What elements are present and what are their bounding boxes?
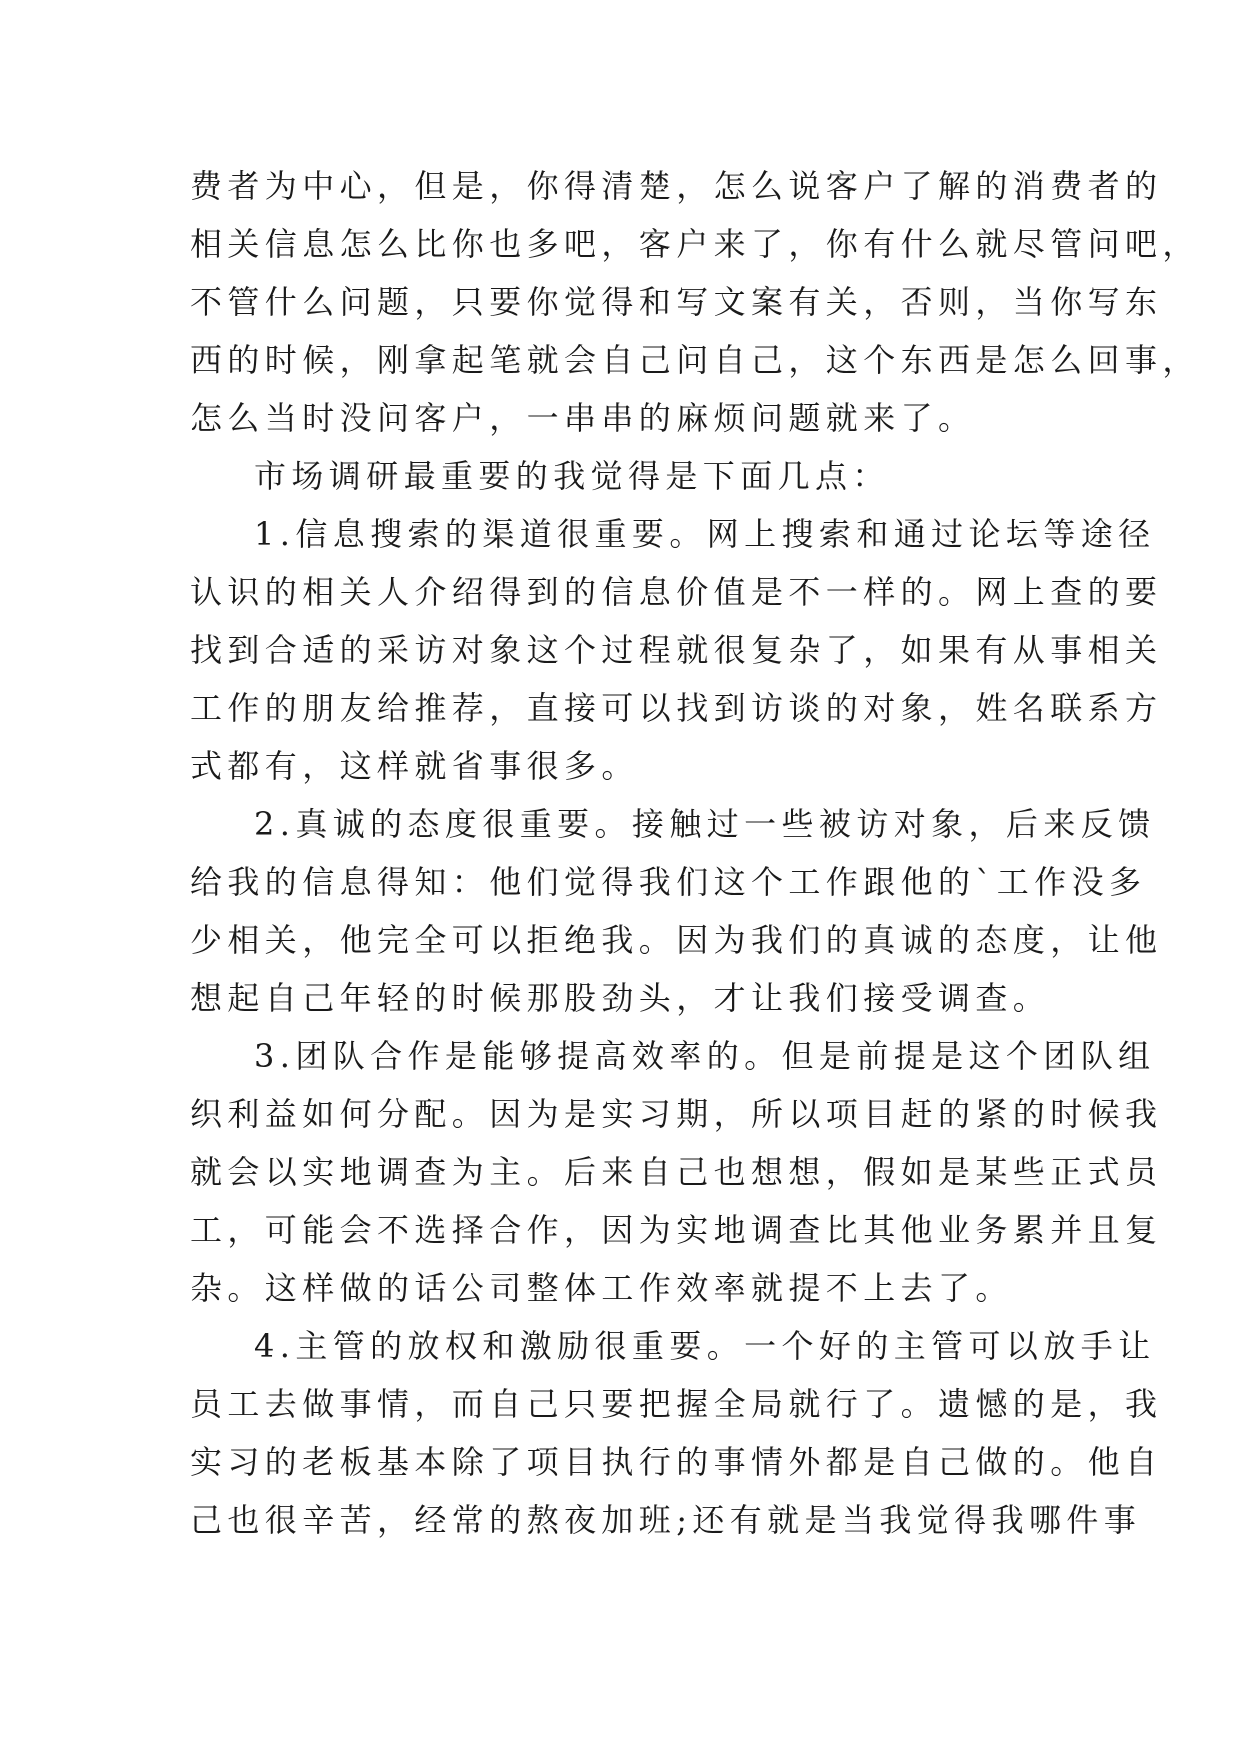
- text-line: 1.信息搜索的渠道很重要。网上搜索和通过论坛等途径: [254, 515, 1156, 553]
- text-line: 织利益如何分配。因为是实习期，所以项目赶的紧的时候我: [190, 1095, 1163, 1133]
- text-line: 不管什么问题，只要你觉得和写文案有关，否则，当你写东: [190, 283, 1163, 321]
- text-line: 己也很辛苦，经常的熬夜加班;还有就是当我觉得我哪件事: [190, 1501, 1142, 1539]
- body-text: [190, 157, 1200, 1549]
- text-line: 相关信息怎么比你也多吧，客户来了，你有什么就尽管问吧，: [190, 225, 1200, 263]
- text-line: 实习的老板基本除了项目执行的事情外都是自己做的。他自: [190, 1443, 1163, 1481]
- text-line: 市场调研最重要的我觉得是下面几点：: [254, 457, 890, 495]
- text-line: 西的时候，刚拿起笔就会自己问自己，这个东西是怎么回事，: [190, 341, 1200, 379]
- text-line: 3.团队合作是能够提高效率的。但是前提是这个团队组: [254, 1037, 1156, 1075]
- text-line: 怎么当时没问客户，一串串的麻烦问题就来了。: [190, 399, 976, 437]
- text-line: 工，可能会不选择合作，因为实地调查比其他业务累并且复: [190, 1211, 1163, 1249]
- text-line: 员工去做事情，而自己只要把握全局就行了。遗憾的是，我: [190, 1385, 1163, 1423]
- text-line: 给我的信息得知：他们觉得我们这个工作跟他的`工作没多: [190, 863, 1147, 901]
- text-line: 找到合适的采访对象这个过程就很复杂了，如果有从事相关: [190, 631, 1163, 669]
- text-line: 工作的朋友给推荐，直接可以找到访谈的对象，姓名联系方: [190, 689, 1163, 727]
- text-line: 想起自己年轻的时候那股劲头，才让我们接受调查。: [190, 979, 1051, 1017]
- text-line: 费者为中心，但是，你得清楚，怎么说客户了解的消费者的: [190, 167, 1163, 205]
- text-line: 2.真诚的态度很重要。接触过一些被访对象，后来反馈: [254, 805, 1156, 843]
- text-line: 少相关，他完全可以拒绝我。因为我们的真诚的态度，让他: [190, 921, 1163, 959]
- text-line: 杂。这样做的话公司整体工作效率就提不上去了。: [190, 1269, 1013, 1307]
- text-line: 4.主管的放权和激励很重要。一个好的主管可以放手让: [254, 1327, 1156, 1365]
- text-line: 式都有，这样就省事很多。: [190, 747, 639, 785]
- text-line: 认识的相关人介绍得到的信息价值是不一样的。网上查的要: [190, 573, 1163, 611]
- text-line: 就会以实地调查为主。后来自己也想想，假如是某些正式员: [190, 1153, 1163, 1191]
